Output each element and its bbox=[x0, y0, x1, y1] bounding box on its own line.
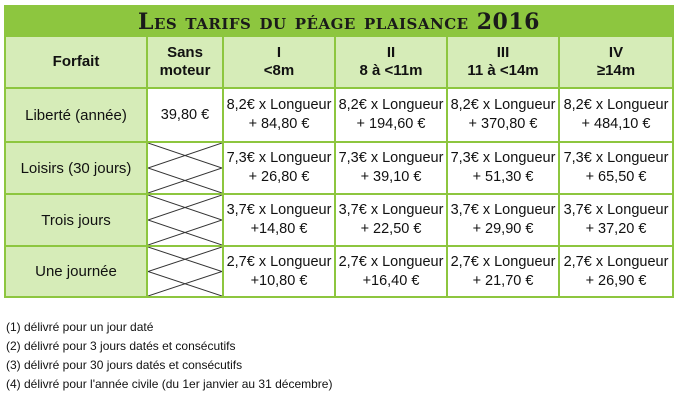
footnote-3: (3) délivré pour 30 jours datés et consécutifs bbox=[6, 358, 243, 372]
price-text: 39,80 € bbox=[160, 106, 210, 123]
price-cell bbox=[560, 195, 672, 245]
price-supplement: + 194,60 € bbox=[356, 116, 426, 132]
price-formula: 2,7€ x Longueur bbox=[338, 253, 444, 270]
cross-out-icon bbox=[148, 247, 222, 296]
price-supplement: + 29,90 € bbox=[472, 221, 534, 237]
row-label: Une journée bbox=[35, 263, 117, 280]
price-cell bbox=[224, 247, 334, 296]
price-formula: 7,3€ x Longueur bbox=[563, 150, 669, 166]
price-supplement: +10,80 € bbox=[250, 272, 308, 289]
header-cat-2 bbox=[336, 37, 446, 87]
header-sans-moteur-line1: Sans bbox=[167, 44, 203, 61]
price-formula: 8,2€ x Longueur bbox=[338, 97, 444, 113]
row-label: Liberté (année) bbox=[25, 106, 127, 124]
price-cell bbox=[336, 247, 446, 296]
header-cat-4-line2: ≥14m bbox=[596, 62, 636, 79]
not-applicable-cell bbox=[148, 195, 222, 245]
price-formula: 3,7€ x Longueur bbox=[450, 202, 556, 218]
price-supplement: + 22,50 € bbox=[360, 221, 422, 237]
header-cat-1-line1: I bbox=[276, 44, 282, 61]
footnote-4: (4) délivré pour l'année civile (du 1er janvier au 31 décembre) bbox=[6, 377, 333, 391]
price-formula: 7,3€ x Longueur bbox=[226, 150, 332, 166]
price-cell bbox=[224, 143, 334, 193]
footnotes bbox=[6, 318, 332, 394]
price-supplement: + 370,80 € bbox=[468, 116, 538, 132]
price-cell bbox=[448, 89, 558, 141]
table-title: Les tarifs du péage plaisance 2016 bbox=[6, 7, 672, 37]
price-supplement: + 26,90 € bbox=[585, 272, 647, 289]
tarif-table bbox=[4, 5, 674, 298]
table-row bbox=[6, 195, 672, 245]
price-cell bbox=[560, 143, 672, 193]
header-cat-3-line2: 11 à <14m bbox=[467, 62, 539, 79]
price-cell bbox=[336, 89, 446, 141]
price-formula: 3,7€ x Longueur bbox=[563, 202, 669, 218]
header-cat-2-line2: 8 à <11m bbox=[359, 62, 423, 79]
price-cell bbox=[336, 195, 446, 245]
footnote-2: (2) délivré pour 3 jours datés et consécutifs bbox=[6, 339, 236, 353]
header-cat-3 bbox=[448, 37, 558, 87]
price-formula: 8,2€ x Longueur bbox=[563, 97, 669, 113]
not-applicable-cell bbox=[148, 143, 222, 193]
price-supplement: +14,80 € bbox=[250, 221, 308, 237]
price-supplement: + 21,70 € bbox=[472, 272, 534, 289]
price-supplement: + 65,50 € bbox=[585, 169, 647, 185]
price-formula: 2,7€ x Longueur bbox=[226, 253, 332, 270]
footnote-1: (1) délivré pour un jour daté bbox=[6, 320, 154, 334]
price-cell bbox=[148, 89, 222, 141]
header-forfait bbox=[6, 37, 146, 87]
price-formula: 3,7€ x Longueur bbox=[338, 202, 444, 218]
price-supplement: + 26,80 € bbox=[248, 169, 310, 185]
price-formula: 3,7€ x Longueur bbox=[226, 202, 332, 218]
price-formula: 2,7€ x Longueur bbox=[563, 253, 669, 270]
header-cat-4 bbox=[560, 37, 672, 87]
price-formula: 8,2€ x Longueur bbox=[226, 97, 332, 113]
header-row bbox=[6, 37, 672, 87]
table-row bbox=[6, 89, 672, 141]
header-cat-1-line2: <8m bbox=[263, 62, 295, 79]
cross-out-icon bbox=[148, 143, 222, 193]
price-cell bbox=[224, 195, 334, 245]
not-applicable-cell bbox=[148, 247, 222, 296]
price-supplement: + 51,30 € bbox=[472, 169, 534, 185]
price-cell bbox=[560, 89, 672, 141]
price-cell bbox=[560, 247, 672, 296]
price-formula: 7,3€ x Longueur bbox=[450, 150, 556, 166]
price-cell bbox=[448, 247, 558, 296]
header-cat-3-line1: III bbox=[496, 44, 510, 61]
price-cell bbox=[448, 195, 558, 245]
header-cat-4-line1: IV bbox=[608, 44, 624, 61]
header-sans-moteur bbox=[148, 37, 222, 87]
price-formula: 7,3€ x Longueur bbox=[338, 150, 444, 166]
price-supplement: + 484,10 € bbox=[581, 116, 651, 132]
price-cell bbox=[224, 89, 334, 141]
header-cat-1 bbox=[224, 37, 334, 87]
header-sans-moteur-line2: moteur bbox=[159, 62, 211, 79]
cross-out-icon bbox=[148, 195, 222, 245]
price-supplement: +16,40 € bbox=[362, 272, 420, 289]
row-label: Trois jours bbox=[41, 211, 111, 229]
table-row bbox=[6, 247, 672, 296]
header-cat-2-line1: II bbox=[386, 44, 396, 61]
table-row bbox=[6, 143, 672, 193]
price-formula: 2,7€ x Longueur bbox=[450, 253, 556, 270]
price-supplement: + 84,80 € bbox=[248, 116, 310, 132]
price-formula: 8,2€ x Longueur bbox=[450, 97, 556, 113]
header-forfait-label: Forfait bbox=[52, 53, 100, 70]
price-supplement: + 37,20 € bbox=[585, 221, 647, 237]
row-label: Loisirs (30 jours) bbox=[20, 159, 132, 177]
price-cell bbox=[448, 143, 558, 193]
price-supplement: + 39,10 € bbox=[360, 169, 422, 185]
price-cell bbox=[336, 143, 446, 193]
